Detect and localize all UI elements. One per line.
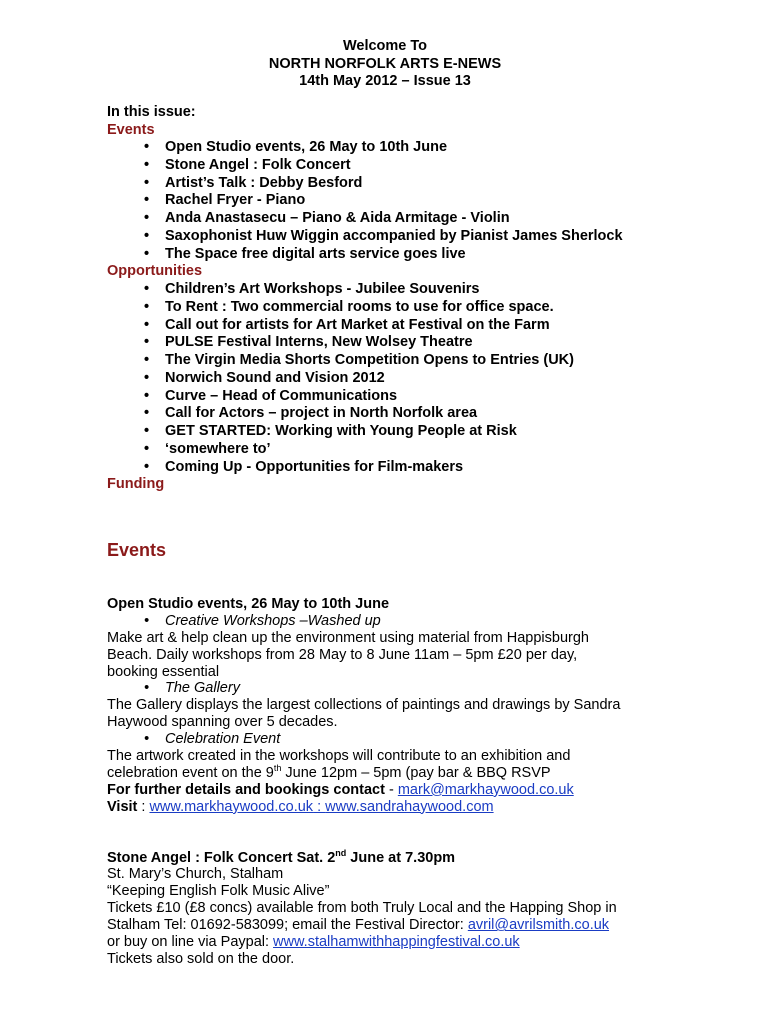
toc-opportunity-item[interactable]: • Call out for artists for Art Market at Festival on the Farm — [144, 316, 550, 333]
bullet-icon: • — [144, 298, 150, 315]
bullet-icon: • — [144, 245, 150, 262]
toc-opportunity-item[interactable]: • PULSE Festival Interns, New Wolsey Theatre — [144, 334, 473, 351]
body-text: or buy on line via Paypal: www.stalhamwithhappingfestival.co.uk — [107, 934, 520, 951]
sub-item-workshops: • Creative Workshops –Washed up — [144, 612, 381, 629]
body-text: Haywood spanning over 5 decades. — [107, 714, 338, 731]
body-text: The artwork created in the workshops will contribute to an exhibition and — [107, 748, 571, 765]
body-text: Stalham Tel: 01692-583099; email the Festival Director: avril@avrilsmith.co.uk — [107, 917, 610, 934]
body-text: booking essential — [107, 663, 220, 680]
contact-line: For further details and bookings contact - mark@markhaywood.co.uk — [107, 781, 574, 798]
body-text: Tickets also sold on the door. — [107, 950, 295, 967]
stone-angel-article — [107, 847, 667, 968]
visit-line: Visit : www.markhaywood.co.uk : www.sandrahaywood.com — [107, 798, 494, 815]
header-date-issue: 14th May 2012 – Issue 13 — [299, 73, 471, 89]
bullet-icon: • — [144, 458, 150, 475]
events-content — [107, 596, 667, 968]
toc-opportunity-item[interactable]: • GET STARTED: Working with Young People at Risk — [144, 423, 517, 440]
body-text: The Gallery displays the largest collections of paintings and drawings by Sandra — [107, 697, 621, 714]
toc-opportunity-item[interactable]: • Coming Up - Opportunities for Film-makers — [144, 458, 464, 475]
toc-label: In this issue: — [107, 104, 196, 120]
header-welcome: Welcome To — [342, 38, 428, 54]
bullet-icon: • — [144, 227, 150, 244]
bullet-icon: • — [144, 316, 150, 333]
bullet-icon: • — [144, 369, 150, 386]
toc-event-item[interactable]: • Anda Anastasecu – Piano & Aida Armitage - Violin — [144, 210, 510, 227]
toc-events-list — [107, 139, 747, 263]
toc-funding-link[interactable]: Funding — [107, 476, 165, 493]
toc-opportunities-link[interactable]: Opportunities — [107, 263, 203, 280]
bullet-icon: • — [144, 680, 150, 697]
bullet-icon: • — [144, 405, 150, 422]
toc-opportunity-item[interactable]: • Call for Actors – project in North Norfolk area — [144, 405, 478, 422]
events-section-heading: Events — [107, 540, 167, 560]
toc-event-item[interactable]: • Rachel Fryer - Piano — [144, 192, 306, 209]
body-text: Beach. Daily workshops from 28 May to 8 June 11am – 5pm £20 per day, — [107, 646, 578, 663]
body-text: St. Mary’s Church, Stalham — [107, 866, 284, 883]
toc-opportunity-item[interactable]: • Norwich Sound and Vision 2012 — [144, 369, 385, 386]
toc-opportunity-item[interactable]: • To Rent : Two commercial rooms to use for office space. — [144, 298, 554, 315]
toc-opportunity-item[interactable]: • Children’s Art Workshops - Jubilee Souvenirs — [144, 281, 480, 298]
bullet-icon: • — [144, 210, 150, 227]
markhaywood-link[interactable]: www.markhaywood.co.uk — [149, 798, 314, 815]
bullet-icon: • — [144, 139, 150, 156]
bullet-icon: • — [144, 174, 150, 191]
toc-event-item[interactable]: • The Space free digital arts service goes live — [144, 245, 466, 262]
stone-angel-title: Stone Angel : Folk Concert Sat. 2nd June at 7.30pm — [107, 847, 456, 866]
sub-item-celebration: • Celebration Event — [144, 731, 281, 748]
visit-label: Visit — [107, 798, 138, 815]
header-title: NORTH NORFOLK ARTS E-NEWS — [268, 55, 502, 72]
toc-events-link[interactable]: Events — [107, 121, 155, 138]
bullet-icon: • — [144, 281, 150, 298]
festival-website-link[interactable]: www.stalhamwithhappingfestival.co.uk — [273, 934, 520, 951]
body-text: Make art & help clean up the environment using material from Happisburgh — [107, 629, 589, 646]
avril-email-link[interactable]: avril@avrilsmith.co.uk — [467, 917, 610, 934]
toc-opportunities-list — [107, 281, 747, 476]
contact-email-link[interactable]: mark@markhaywood.co.uk — [397, 781, 574, 798]
bullet-icon: • — [144, 352, 150, 369]
bullet-icon: • — [144, 334, 150, 351]
body-text: “Keeping English Folk Music Alive” — [107, 883, 330, 900]
bullet-icon: • — [144, 731, 150, 748]
toc-event-item[interactable]: • Saxophonist Huw Wiggin accompanied by Pianist James Sherlock — [144, 227, 623, 244]
newsletter-header — [0, 38, 770, 91]
toc-opportunity-item[interactable]: • The Virgin Media Shorts Competition Opens to Entries (UK) — [144, 352, 574, 369]
sandrahaywood-link[interactable]: www.sandrahaywood.com — [325, 798, 494, 815]
toc-event-item[interactable]: • Open Studio events, 26 May to 10th June — [144, 139, 448, 156]
toc-event-item[interactable]: • Artist’s Talk : Debby Besford — [144, 174, 363, 191]
open-studio-title: Open Studio events, 26 May to 10th June — [107, 596, 390, 612]
contact-label: For further details and bookings contact — [107, 781, 385, 798]
toc-opportunity-item[interactable]: • Curve – Head of Communications — [144, 387, 398, 404]
toc-event-item[interactable]: • Stone Angel : Folk Concert — [144, 156, 351, 173]
spacer — [107, 816, 667, 850]
bullet-icon: • — [144, 387, 150, 404]
body-text: Tickets £10 (£8 concs) available from both Truly Local and the Happing Shop in — [107, 900, 617, 917]
sub-item-gallery: • The Gallery — [144, 680, 240, 697]
bullet-icon: • — [144, 440, 150, 457]
body-text-with-sup: celebration event on the 9th June 12pm – 5pm (pay bar & BBQ RSVP — [107, 763, 551, 781]
bullet-icon: • — [144, 192, 150, 209]
bullet-icon: • — [144, 612, 150, 629]
open-studio-article — [107, 596, 667, 816]
table-of-contents — [107, 104, 747, 494]
toc-opportunity-item[interactable]: • ‘somewhere to’ — [144, 440, 271, 457]
bullet-icon: • — [144, 156, 150, 173]
bullet-icon: • — [144, 423, 150, 440]
